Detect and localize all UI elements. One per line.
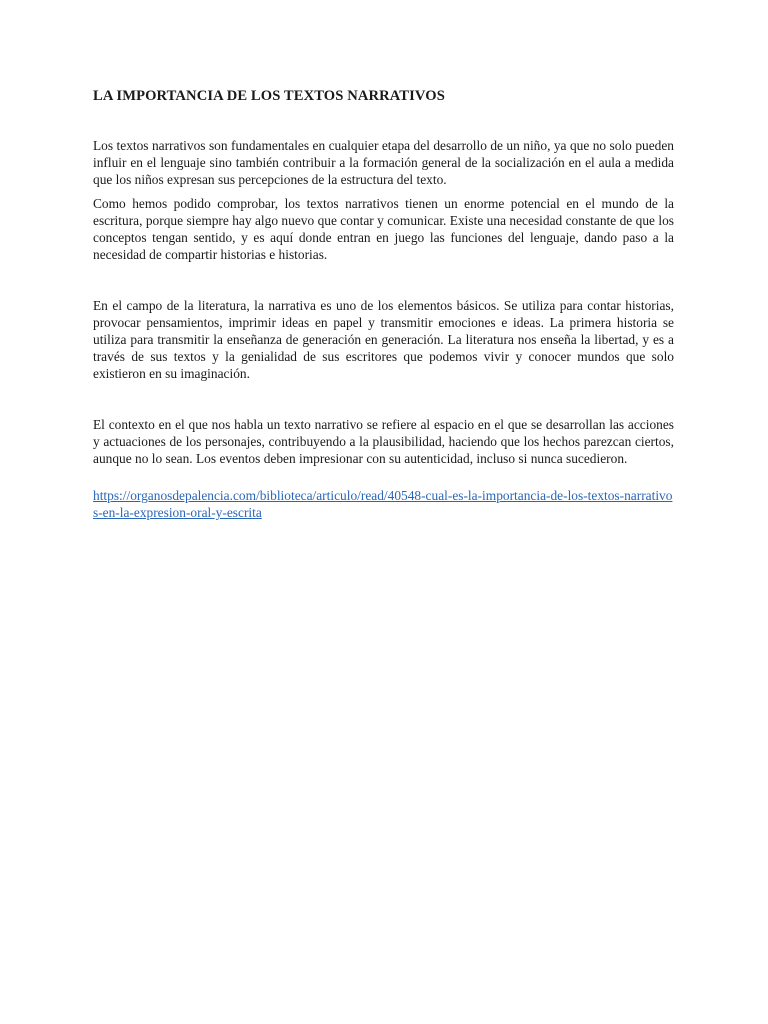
paragraph-4: El contexto en el que nos habla un texto narrativo se refiere al espacio en el que se desarrollan las acciones y actuaciones de los personajes, contribuyendo a la plausibilidad, haciendo que los hechos parezcan ciertos, aunque no lo sean. Los eventos deben impresionar con su autenticidad, incluso si nunca sucedieron. <box>93 417 674 466</box>
source-link[interactable]: https://organosdepalencia.com/biblioteca/articulo/read/40548-cual-es-la-importancia-de-los-textos-narrativos-en-la-expresion-oral-y-escrita <box>93 488 673 520</box>
paragraph-2: Como hemos podido comprobar, los textos narrativos tienen un enorme potencial en el mundo de la escritura, porque siempre hay algo nuevo que contar y comunicar. Existe una necesidad constante de que los conceptos tengan sentido, y es aquí donde entran en juego las funciones del lenguaje, dando paso a la necesidad de compartir historias e historias. <box>93 196 674 262</box>
document-body <box>93 86 674 521</box>
source-link-container <box>93 487 674 521</box>
document-title: LA IMPORTANCIA DE LOS TEXTOS NARRATIVOS <box>93 88 445 104</box>
paragraph-1: Los textos narrativos son fundamentales en cualquier etapa del desarrollo de un niño, ya que no solo pueden influir en el lenguaje sino también contribuir a la formación general de la socialización en el aula a medida que los niños expresan sus percepciones de la estructura del texto. <box>93 138 674 187</box>
paragraph-3: En el campo de la literatura, la narrativa es uno de los elementos básicos. Se utiliza para contar historias, provocar pensamientos, imprimir ideas en papel y transmitir emociones e ideas. La primera historia se utiliza para transmitir la enseñanza de generación en generación. La literatura nos enseña la libertad, y es a través de sus textos y la genialidad de sus escritores que podemos vivir y conocer mundos que solo existieron en su imaginación. <box>93 298 674 381</box>
